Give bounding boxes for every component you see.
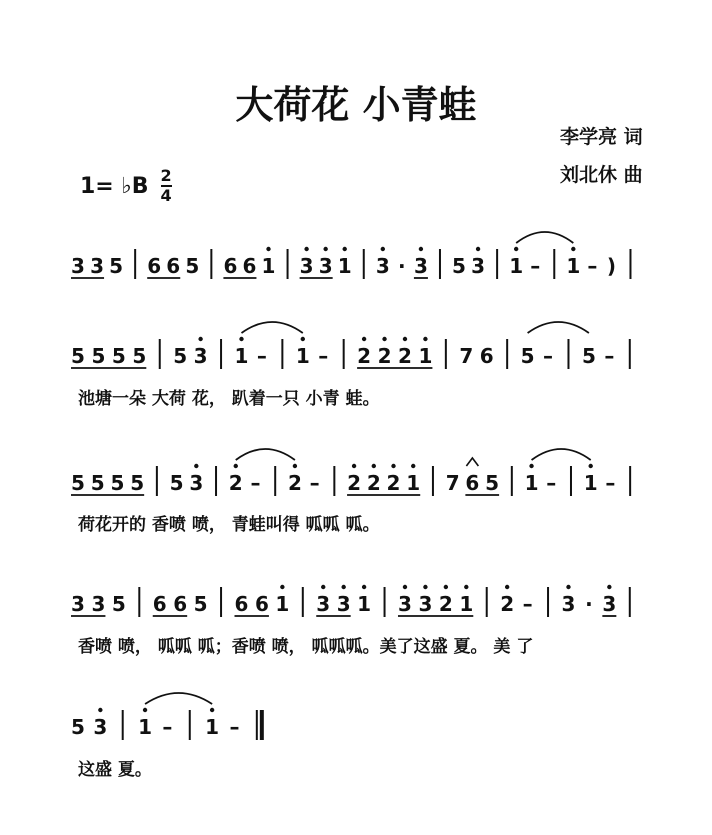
note-digit: 6 — [465, 471, 480, 495]
octave-dot — [362, 337, 366, 341]
note-digit: 3 — [413, 254, 428, 278]
octave-dot — [444, 585, 448, 589]
note-digit: 5 — [193, 592, 208, 616]
note-digit: 1 — [418, 344, 433, 368]
note-digit: 3 — [471, 254, 486, 278]
octave-dot — [464, 585, 468, 589]
note-digit: 3 — [91, 592, 106, 616]
octave-dot — [419, 247, 423, 251]
note-digit: 5 — [90, 471, 105, 495]
octave-dot — [352, 464, 356, 468]
octave-dot — [198, 337, 202, 341]
note-digit: 1 — [138, 715, 153, 739]
octave-dot — [372, 464, 376, 468]
note-digit: 5 — [452, 254, 466, 278]
tie-arc — [532, 449, 591, 460]
octave-dot — [423, 337, 427, 341]
note-digit: 2 — [287, 471, 302, 495]
octave-dot — [341, 585, 345, 589]
octave-dot — [403, 337, 407, 341]
note-digit: 5 — [130, 471, 145, 495]
octave-dot — [505, 585, 509, 589]
octave-dot — [343, 247, 347, 251]
note-digit: 2 — [377, 344, 392, 368]
note-digit: 6 — [173, 592, 188, 616]
octave-dot — [411, 464, 415, 468]
note-digit: 2 — [347, 471, 362, 495]
note-digit: – — [229, 715, 240, 739]
note-digit: 2 — [386, 471, 401, 495]
note-digit: 2 — [366, 471, 381, 495]
octave-dot — [293, 464, 297, 468]
octave-dot — [381, 247, 385, 251]
note-digit: 3 — [90, 254, 105, 278]
note-digit: 1 — [295, 344, 310, 368]
octave-dot — [304, 247, 308, 251]
time-top: 2 — [160, 166, 172, 185]
note-digit: 1 — [406, 471, 421, 495]
note-digit: 6 — [479, 344, 494, 368]
octave-dot — [566, 585, 570, 589]
note-digit: 2 — [398, 344, 412, 368]
note-digit: – — [522, 592, 533, 616]
octave-dot — [143, 708, 147, 712]
octave-dot — [514, 247, 518, 251]
note-digit: – — [318, 344, 329, 368]
note-digit: 6 — [223, 254, 238, 278]
note-digit: 7 — [445, 471, 460, 495]
note-digit: 5 — [173, 344, 188, 368]
note-digit: 7 — [459, 344, 474, 368]
octave-dot — [529, 464, 533, 468]
octave-dot — [589, 464, 593, 468]
note-digit: 5 — [132, 344, 147, 368]
note-digit: 3 — [602, 592, 617, 616]
note-digit: 5 — [520, 344, 535, 368]
note-digit: 1 — [337, 254, 352, 278]
lyricist-credit: 李学亮 词 — [560, 126, 643, 148]
note-digit: 6 — [147, 254, 162, 278]
tie-arc — [236, 449, 295, 460]
octave-dot — [423, 585, 427, 589]
lyric-line-3: 荷花开的 香喷 喷， 青蛙叫得 呱呱 呱。 — [78, 515, 380, 535]
note-digit: 3 — [561, 592, 576, 616]
note-digit: – — [309, 471, 320, 495]
octave-dot — [476, 247, 480, 251]
tie-arc — [145, 693, 212, 704]
note-digit: 3 — [316, 592, 331, 616]
note-digit: 3 — [318, 254, 333, 278]
octave-dot — [571, 247, 575, 251]
octave-dot — [210, 708, 214, 712]
note-digit: 1 — [583, 471, 598, 495]
note-digit: 3 — [189, 471, 204, 495]
note-digit: 5 — [110, 471, 125, 495]
note-digit: 5 — [169, 471, 184, 495]
lyric-line-4: 香喷 喷， 呱呱 呱；香喷 喷， 呱呱呱。美了这盛 夏。 美 了 — [78, 637, 534, 657]
note-digit: 3 — [336, 592, 351, 616]
octave-dot — [239, 337, 243, 341]
key-label: 1= ♭B — [80, 173, 149, 199]
note-digit: 1 — [357, 592, 372, 616]
octave-dot — [382, 337, 386, 341]
tie-arc — [241, 322, 302, 333]
note-digit: 3 — [193, 344, 208, 368]
note-digit: 5 — [485, 471, 500, 495]
note-digit: – — [543, 344, 554, 368]
composer-credit: 刘北休 曲 — [560, 164, 643, 186]
note-digit: 1 — [234, 344, 249, 368]
octave-dot — [234, 464, 238, 468]
note-digit: 3 — [299, 254, 314, 278]
note-digit: 2 — [438, 592, 453, 616]
note-digit: 5 — [111, 592, 126, 616]
note-digit: 1 — [566, 254, 581, 278]
octave-dot — [321, 585, 325, 589]
lyric-line-5: 这盛 夏。 — [78, 760, 152, 780]
tie-arc — [516, 232, 573, 243]
fermata — [466, 458, 478, 466]
lyric-line-2: 池塘一朵 大荷 花， 趴着一只 小青 蛙。 — [78, 389, 380, 409]
note-digit: 6 — [254, 592, 269, 616]
note-digit: 1 — [261, 254, 276, 278]
note-digit: – — [250, 471, 261, 495]
note-digit: 6 — [242, 254, 257, 278]
note-digit: 5 — [109, 254, 124, 278]
note-digit: 3 — [71, 592, 85, 616]
note-digit: · — [398, 254, 406, 278]
note-digit: · — [585, 592, 593, 616]
tie-arc — [528, 322, 589, 333]
note-digit: – — [530, 254, 541, 278]
note-digit: 5 — [581, 344, 596, 368]
note-digit: 3 — [93, 715, 108, 739]
octave-dot — [323, 247, 327, 251]
note-digit: 3 — [375, 254, 390, 278]
note-digit: 5 — [71, 344, 85, 368]
note-digit: 5 — [71, 471, 85, 495]
note-digit: 6 — [234, 592, 249, 616]
octave-dot — [301, 337, 305, 341]
note-digit: 3 — [418, 592, 433, 616]
note-digit: 3 — [71, 254, 85, 278]
octave-dot — [280, 585, 284, 589]
note-digit: 2 — [357, 344, 372, 368]
note-digit: – — [604, 344, 615, 368]
time-bottom: 4 — [160, 186, 172, 205]
octave-dot — [98, 708, 102, 712]
octave-dot — [403, 585, 407, 589]
note-digit: 1 — [509, 254, 524, 278]
note-digit: 1 — [459, 592, 474, 616]
octave-dot — [194, 464, 198, 468]
note-digit: 5 — [71, 715, 85, 739]
note-digit: – — [587, 254, 598, 278]
note-digit: 1 — [524, 471, 539, 495]
note-digit: 5 — [111, 344, 126, 368]
note-digit: 2 — [228, 471, 243, 495]
note-digit: 2 — [500, 592, 515, 616]
note-digit: 3 — [398, 592, 412, 616]
note-digit: 1 — [205, 715, 220, 739]
note-digit: – — [256, 344, 267, 368]
note-digit: 6 — [166, 254, 181, 278]
octave-dot — [391, 464, 395, 468]
note-digit: 1 — [275, 592, 290, 616]
note-digit: – — [605, 471, 616, 495]
note-digit: ) — [606, 254, 616, 278]
song-title: 大荷花 小青蛙 — [235, 83, 477, 127]
note-digit: 6 — [152, 592, 167, 616]
octave-dot — [362, 585, 366, 589]
note-digit: 5 — [185, 254, 200, 278]
note-digit: – — [546, 471, 557, 495]
note-digit: – — [162, 715, 173, 739]
note-digit: 5 — [91, 344, 106, 368]
octave-dot — [266, 247, 270, 251]
octave-dot — [607, 585, 611, 589]
